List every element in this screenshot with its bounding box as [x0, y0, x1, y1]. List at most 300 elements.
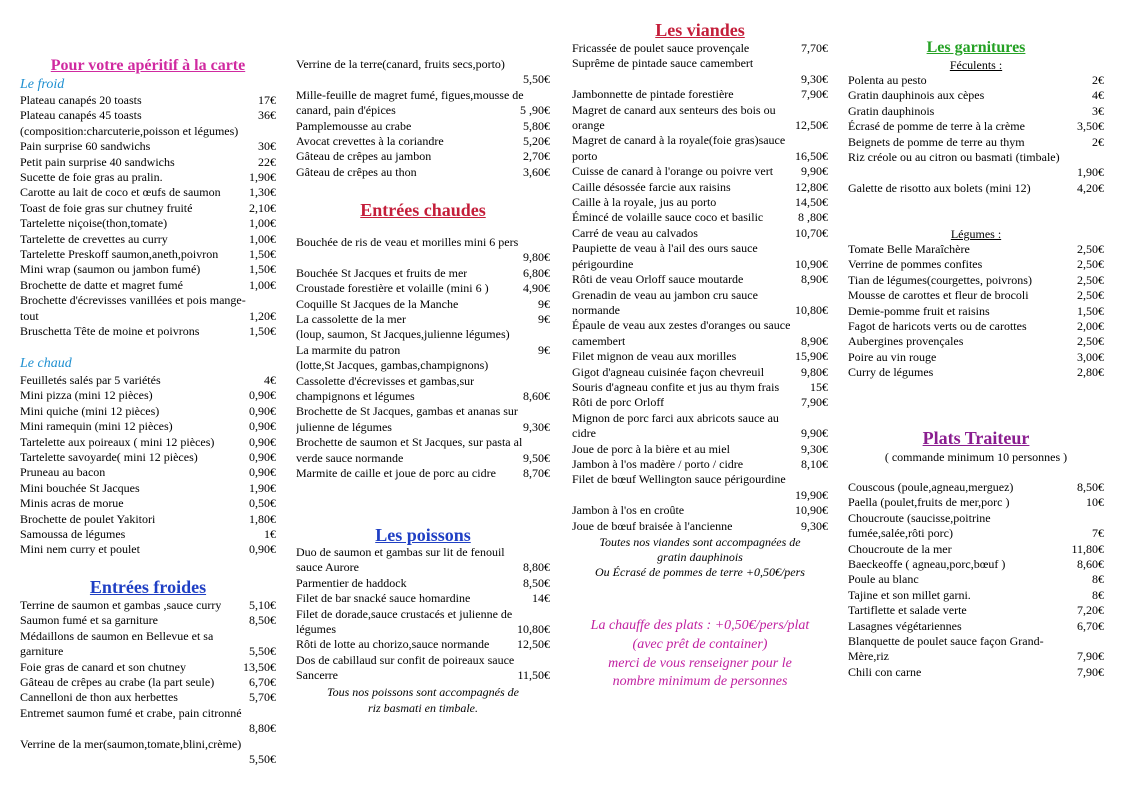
entrees-chaudes-title: Entrées chaudes [360, 200, 486, 220]
dish-price: 8,50€ [249, 613, 276, 628]
dish-name: Gâteau de crêpes au crabe (la part seule) [20, 675, 215, 690]
dish-price: 1,50€ [249, 247, 276, 262]
dish-name: Magret de canard aux senteurs des bois ou [572, 102, 776, 117]
dish-price [824, 318, 828, 333]
menu-line [848, 603, 1104, 618]
dish-name: Tartelette aux poireaux ( mini 12 pièces) [20, 434, 215, 449]
menu-line [848, 273, 1104, 288]
dish-price: 14€ [532, 591, 550, 606]
dish-name: Écrasé de pomme de terre à la crème [848, 119, 1025, 134]
dish-name: Paella (poulet,fruits de mer,porc ) [848, 495, 1010, 510]
dish-name: Jambon à l'os madère / porto / cidre [572, 456, 744, 471]
dish-name: Bouchée St Jacques et fruits de mer [296, 265, 468, 280]
dish-name: Brochette de poulet Yakitori [20, 511, 156, 526]
dish-price: 2,50€ [1077, 288, 1104, 303]
dish-price [824, 56, 828, 71]
dish-name: Pruneau au bacon [20, 465, 106, 480]
dish-price: 3,60€ [523, 164, 550, 179]
dish-price: 8,10€ [801, 456, 828, 471]
menu-line [296, 103, 550, 118]
dish-price: 0,50€ [249, 496, 276, 511]
dish-price: 12,50€ [795, 118, 828, 133]
menu-line [296, 165, 550, 180]
dish-price: 13,50€ [243, 659, 276, 674]
menu-line [572, 349, 828, 364]
dish-name: Carré de veau au calvados [572, 225, 698, 240]
menu-line [20, 721, 276, 736]
menu-line [572, 56, 828, 71]
dish-name: Croustade forestière et volaille (mini 6 ) [296, 281, 489, 296]
menu-line [296, 57, 550, 72]
dish-price [546, 545, 550, 560]
menu-line [848, 119, 1104, 134]
dish-price: 5,80€ [523, 118, 550, 133]
dish-price: 7,90€ [801, 87, 828, 102]
menu-line [572, 288, 828, 303]
dish-price [546, 374, 550, 389]
dish-name: Suprême de pintade sauce camembert [572, 56, 754, 71]
dish-price: 3,50€ [1077, 119, 1104, 134]
menu-line [20, 527, 276, 542]
menu-line [20, 706, 276, 721]
menu-line [296, 591, 550, 606]
dish-price: 1,00€ [249, 231, 276, 246]
menu-line [296, 149, 550, 164]
chauffe-line-1: La chauffe des plats : +0,50€/pers/plat [590, 618, 810, 633]
menu-line [20, 139, 276, 154]
dish-name: Aubergines provençales [848, 334, 964, 349]
menu-line [848, 104, 1104, 119]
menu-line [572, 180, 828, 195]
dish-name: garniture [20, 644, 64, 659]
menu-line [20, 675, 276, 690]
dish-name: cidre [572, 426, 596, 441]
dish-price: 8,50€ [523, 575, 550, 590]
menu-line [572, 87, 828, 102]
viandes-note-3: Ou Écrasé de pommes de terre +0,50€/pers [595, 565, 805, 579]
dish-price: 10€ [1086, 495, 1104, 510]
menu-line [572, 411, 828, 426]
poissons-note-1: Tous nos poissons sont accompagnés de [327, 685, 519, 699]
menu-line [20, 419, 276, 434]
dish-price: 10,80€ [795, 302, 828, 317]
menu-line [572, 442, 828, 457]
menu-line [20, 542, 276, 557]
dish-price: 1,50€ [249, 262, 276, 277]
dish-name: Joue de bœuf braisée à l'ancienne [572, 518, 733, 533]
dish-name: Baeckeoffe ( agneau,porc,bœuf ) [848, 557, 1006, 572]
dish-price: 6,70€ [249, 675, 276, 690]
dish-price: 16,50€ [795, 148, 828, 163]
dish-name: Saumon fumé et sa garniture [20, 613, 158, 628]
dish-name: Duo de saumon et gambas sur lit de fenouil [296, 545, 505, 559]
dish-name: normande [572, 302, 620, 317]
dish-price: 2,70€ [523, 149, 550, 164]
dish-name: Magret de canard à la royale(foie gras)sauce [572, 133, 786, 148]
dish-price: 1,00€ [249, 277, 276, 292]
dish-price: 4,90€ [523, 281, 550, 296]
dish-price: 5,50€ [523, 72, 550, 87]
dish-name: porto [572, 148, 598, 163]
dish-name: Mini bouchée St Jacques [20, 480, 140, 495]
dish-price: 10,80€ [517, 622, 550, 637]
menu-line [296, 312, 550, 327]
dish-name: Tartelette niçoise(thon,tomate) [20, 216, 168, 231]
menu-line [848, 150, 1104, 165]
menu-line [20, 155, 276, 170]
dish-name: Tartelette de crevettes au curry [20, 231, 168, 246]
dish-price: 2,10€ [249, 200, 276, 215]
dish-name: Riz créole ou au citron ou basmati (timbale) [848, 150, 1060, 165]
menu-line [572, 488, 828, 503]
dish-price: 10,90€ [795, 503, 828, 518]
dish-price: 1,80€ [249, 511, 276, 526]
dish-name: (loup, saumon, St Jacques,julienne légumes) [296, 327, 510, 342]
chauffe-line-3: merci de vous renseigner pour le [608, 656, 792, 671]
menu-line [572, 519, 828, 534]
dish-name: Curry de légumes [848, 365, 934, 380]
dish-name: Caille désossée farcie aux raisins [572, 179, 731, 194]
dish-price [824, 103, 828, 118]
dish-name: Verrine de pommes confites [848, 257, 983, 272]
dish-price: 8,70€ [523, 466, 550, 481]
dish-name: (composition:charcuterie,poisson et légumes) [20, 123, 239, 138]
dish-price: 8,90€ [801, 333, 828, 348]
dish-name: Jambon à l'os en croûte [572, 503, 685, 518]
dish-price: 1,90€ [249, 480, 276, 495]
dish-name: Petit pain surprise 40 sandwichs [20, 154, 175, 169]
dish-price: 0,90€ [249, 450, 276, 465]
dish-name: Marmite de caille et joue de porc au cidre [296, 466, 496, 481]
dish-price: 3,00€ [1077, 349, 1104, 364]
menu-line [848, 526, 1104, 541]
dish-price: 7,90€ [1077, 664, 1104, 679]
dish-price: 0,90€ [249, 403, 276, 418]
menu-line [572, 257, 828, 272]
dish-price: 36€ [258, 108, 276, 123]
dish-name: Poire au vin rouge [848, 349, 937, 364]
menu-line [20, 629, 276, 644]
dish-name: Mille-feuille de magret fumé, figues,mousse de [296, 87, 524, 102]
dish-price: 7,90€ [801, 395, 828, 410]
menu-line [296, 134, 550, 149]
menu-line [572, 426, 828, 441]
dish-name: Mignon de porc farci aux abricots sauce au [572, 410, 779, 425]
dish-name: Mini quiche (mini 12 pièces) [20, 403, 160, 418]
dish-price: 9€ [538, 312, 550, 327]
dish-name: Filet de bœuf Wellington sauce périgourdine [572, 472, 786, 487]
dish-price: 7€ [1092, 526, 1104, 541]
dish-name: Foie gras de canard et son chutney [20, 659, 186, 674]
dish-name: Bouchée de ris de veau et morilles mini 6 pers [296, 235, 519, 249]
dish-name: Filet de bar snacké sauce homardine [296, 591, 471, 606]
dish-price: 6,70€ [1077, 618, 1104, 633]
dish-price: 9,30€ [801, 71, 828, 86]
menu-line [848, 495, 1104, 510]
chauffe-line-4: nombre minimum de personnes [612, 674, 788, 689]
dish-price: 0,90€ [249, 434, 276, 449]
dish-name: Mousse de carottes et fleur de brocoli [848, 288, 1029, 303]
menu-line [20, 293, 276, 308]
menu-line [20, 216, 276, 231]
dish-name: Joue de porc à la bière et au miel [572, 441, 730, 456]
menu-line [296, 235, 550, 250]
menu-line [296, 266, 550, 281]
dish-price: 8€ [1092, 587, 1104, 602]
dish-price: 9€ [538, 342, 550, 357]
dish-name: Mini nem curry et poulet [20, 542, 140, 557]
dish-name: Tajine et son millet garni. [848, 587, 971, 602]
dish-price [546, 653, 550, 668]
entrees-chaudes-list [296, 235, 550, 482]
menu-line [572, 118, 828, 133]
menu-line [20, 108, 276, 123]
dish-name: Brochette de datte et magret fumé [20, 277, 183, 292]
menu-line [20, 737, 276, 752]
chauffe-line-2: (avec prêt de container) [632, 637, 768, 652]
menu-line [20, 496, 276, 511]
dish-name: Choucroute de la mer [848, 541, 952, 556]
dish-price [546, 435, 550, 450]
menu-line [848, 304, 1104, 319]
menu-line [296, 653, 550, 668]
dish-name: Tomate Belle Maraîchère [848, 242, 970, 256]
entrees-froides-title: Entrées froides [89, 577, 207, 597]
dish-price: 8 ,80€ [798, 210, 828, 225]
menu-line [572, 149, 828, 164]
menu-line [20, 465, 276, 480]
menu-line [20, 278, 276, 293]
menu-line [572, 503, 828, 518]
dish-name: Caille à la royale, jus au porto [572, 195, 717, 210]
dish-price: 4€ [1092, 88, 1104, 103]
menu-line [20, 309, 276, 324]
dish-price: 5 ,90€ [520, 103, 550, 118]
dish-name: sauce Aurore [296, 560, 359, 575]
dish-price [546, 404, 550, 419]
menu-line [296, 358, 550, 373]
dish-name: julienne de légumes [296, 419, 392, 434]
dish-price: 9,80€ [801, 364, 828, 379]
dish-name: Blanquette de poulet sauce façon Grand- [848, 634, 1044, 649]
dish-name: Parmentier de haddock [296, 575, 407, 590]
dish-price: 2,50€ [1077, 272, 1104, 287]
dish-price: 1,90€ [249, 170, 276, 185]
dish-price: 9,30€ [801, 441, 828, 456]
dish-name: Polenta au pesto [848, 73, 927, 87]
dish-name: Terrine de saumon et gambas ,sauce curry [20, 598, 222, 612]
menu-line [20, 262, 276, 277]
dish-price: 8€ [1092, 572, 1104, 587]
dish-price [1100, 634, 1104, 649]
dish-name: Carotte au lait de coco et œufs de saumon [20, 185, 221, 200]
dish-name: Pamplemousse au crabe [296, 118, 412, 133]
menu-line [296, 297, 550, 312]
menu-line [848, 257, 1104, 272]
dish-price: 2,50€ [1077, 334, 1104, 349]
dish-name: Mini ramequin (mini 12 pièces) [20, 419, 173, 434]
dish-price: 1,50€ [249, 324, 276, 339]
menu-line [296, 545, 550, 560]
dish-name: Beignets de pomme de terre au thym [848, 134, 1025, 149]
menu-line [848, 165, 1104, 180]
menu-line [296, 374, 550, 389]
chaud-label: Le chaud [20, 356, 72, 371]
dish-price: 5,20€ [523, 134, 550, 149]
dish-name: verde sauce normande [296, 450, 404, 465]
dish-price: 2€ [1092, 73, 1104, 87]
dish-price: 9€ [538, 296, 550, 311]
dish-price [824, 288, 828, 303]
dish-name: Fricassée de poulet sauce provençale [572, 41, 750, 55]
dish-name: Galette de risotto aux bolets (mini 12) [848, 180, 1031, 195]
dish-name: Coquille St Jacques de la Manche [296, 296, 459, 311]
viandes-note-1: Toutes nos viandes sont accompagnées de [599, 535, 801, 549]
dish-name: Poule au blanc [848, 572, 919, 587]
menu-line [572, 457, 828, 472]
menu-line [296, 560, 550, 575]
froid-label: Le froid [20, 77, 65, 92]
feculents-label: Féculents : [949, 58, 1003, 72]
dish-price: 8,80€ [523, 560, 550, 575]
dish-price [1100, 511, 1104, 526]
dish-name: Verrine de la mer(saumon,tomate,blini,crème) [20, 736, 242, 751]
menu-line [20, 512, 276, 527]
menu-line [20, 598, 276, 613]
dish-price: 15,90€ [795, 349, 828, 364]
dish-price: 2€ [1092, 134, 1104, 149]
menu-line [572, 334, 828, 349]
menu-line [572, 195, 828, 210]
dish-price: 5,50€ [249, 752, 276, 767]
traiteur-list [848, 480, 1104, 680]
menu-line [572, 164, 828, 179]
dish-name: Brochette d'écrevisses vanillées et pois mange- [20, 293, 246, 308]
menu-line [848, 88, 1104, 103]
menu-line [296, 404, 550, 419]
dish-name: Gigot d'agneau cuisinée façon chevreuil [572, 364, 765, 379]
menu-line [572, 472, 828, 487]
dish-price: 1,20€ [249, 308, 276, 323]
traiteur-subtitle: ( commande minimum 10 personnes ) [884, 450, 1068, 464]
dish-name: camembert [572, 333, 626, 348]
dish-price: 5,70€ [249, 690, 276, 705]
dish-price [272, 629, 276, 644]
menu-line [572, 133, 828, 148]
menu-line [848, 135, 1104, 150]
dish-price [1100, 150, 1104, 165]
dish-price [824, 411, 828, 426]
traiteur-title: Plats Traiteur [922, 428, 1030, 448]
dish-price: 2,50€ [1077, 257, 1104, 272]
dish-name: Plateau canapés 20 toasts [20, 93, 142, 107]
dish-price: 4,20€ [1077, 180, 1104, 195]
dish-price [546, 607, 550, 622]
dish-name: Toast de foie gras sur chutney fruité [20, 200, 193, 215]
dish-name: Filet de dorade,sauce crustacés et julienne de [296, 606, 513, 621]
menu-line [296, 119, 550, 134]
dish-price [546, 358, 550, 373]
menu-line [848, 557, 1104, 572]
aperitif-title: Pour votre apéritif à la carte [50, 57, 246, 74]
dish-name: Choucroute (saucisse,poitrine [848, 510, 991, 525]
dish-price [824, 472, 828, 487]
menu-line [848, 619, 1104, 634]
menu-line [572, 272, 828, 287]
menu-line [848, 511, 1104, 526]
dish-price: 0,90€ [249, 465, 276, 480]
dish-price: 8,80€ [249, 721, 276, 736]
dish-name: Verrine de la terre(canard, fruits secs,porto) [296, 57, 505, 71]
dish-name: Cassolette d'écrevisses et gambas,sur [296, 373, 475, 388]
dish-price: 1,90€ [1077, 165, 1104, 180]
dish-price: 30€ [258, 139, 276, 154]
menu-line [572, 41, 828, 56]
dish-name: Rôti de veau Orloff sauce moutarde [572, 272, 744, 287]
dish-name: Demie-pomme fruit et raisins [848, 303, 990, 318]
menu-line [20, 752, 276, 767]
menu-line [848, 334, 1104, 349]
dish-price: 7,70€ [801, 41, 828, 55]
dish-price [546, 57, 550, 72]
dish-name: Feuilletés salés par 5 variétés [20, 373, 161, 387]
dish-name: Tian de légumes(courgettes, poivrons) [848, 272, 1032, 287]
menu-line [572, 380, 828, 395]
dish-name: Gâteau de crêpes au jambon [296, 149, 432, 164]
dish-price: 0,90€ [249, 419, 276, 434]
feculents-list [848, 73, 1104, 196]
dish-price: 9,90€ [801, 164, 828, 179]
dish-price: 2,00€ [1077, 319, 1104, 334]
dish-name: champignons et légumes [296, 389, 415, 404]
poissons-list [296, 545, 550, 684]
menu-line [20, 232, 276, 247]
dish-name: Grenadin de veau au jambon cru sauce [572, 287, 758, 302]
dish-name: légumes [296, 622, 336, 637]
dish-name: Gâteau de crêpes au thon [296, 164, 417, 179]
dish-price: 22€ [258, 154, 276, 169]
dish-price: 8,60€ [523, 389, 550, 404]
dish-price: 5,10€ [249, 598, 276, 612]
dish-name: Médaillons de saumon en Bellevue et sa [20, 628, 214, 643]
menu-line [296, 343, 550, 358]
dish-name: Couscous (poule,agneau,merguez) [848, 480, 1014, 494]
dish-price: 1,50€ [1077, 303, 1104, 318]
menu-line [20, 93, 276, 108]
dish-name: fumée,salée,rôti porc) [848, 526, 953, 541]
viandes-list [572, 41, 828, 534]
dish-name: Fagot de haricots verts ou de carottes [848, 319, 1027, 334]
dish-name: Samoussa de légumes [20, 527, 126, 542]
poissons-note-2: riz basmati en timbale. [368, 701, 478, 715]
poissons-title: Les poissons [375, 525, 471, 545]
dish-name: Dos de cabillaud sur confit de poireaux sauce [296, 652, 515, 667]
menu-line [848, 288, 1104, 303]
menu-line [20, 170, 276, 185]
froid-list [20, 93, 276, 340]
dish-price: 5,50€ [249, 644, 276, 659]
menu-line [296, 281, 550, 296]
dish-price: 7,90€ [1077, 649, 1104, 664]
dish-name: Gratin dauphinois aux cèpes [848, 88, 985, 103]
dish-name: Cuisse de canard à l'orange ou poivre vert [572, 164, 774, 179]
menu-line [20, 404, 276, 419]
dish-name: Sucette de foie gras au pralin. [20, 170, 163, 185]
dish-name: Plateau canapés 45 toasts [20, 108, 142, 123]
dish-price: 1€ [264, 527, 276, 542]
menu-line [848, 572, 1104, 587]
entrees-froides-continued-list [296, 57, 550, 180]
